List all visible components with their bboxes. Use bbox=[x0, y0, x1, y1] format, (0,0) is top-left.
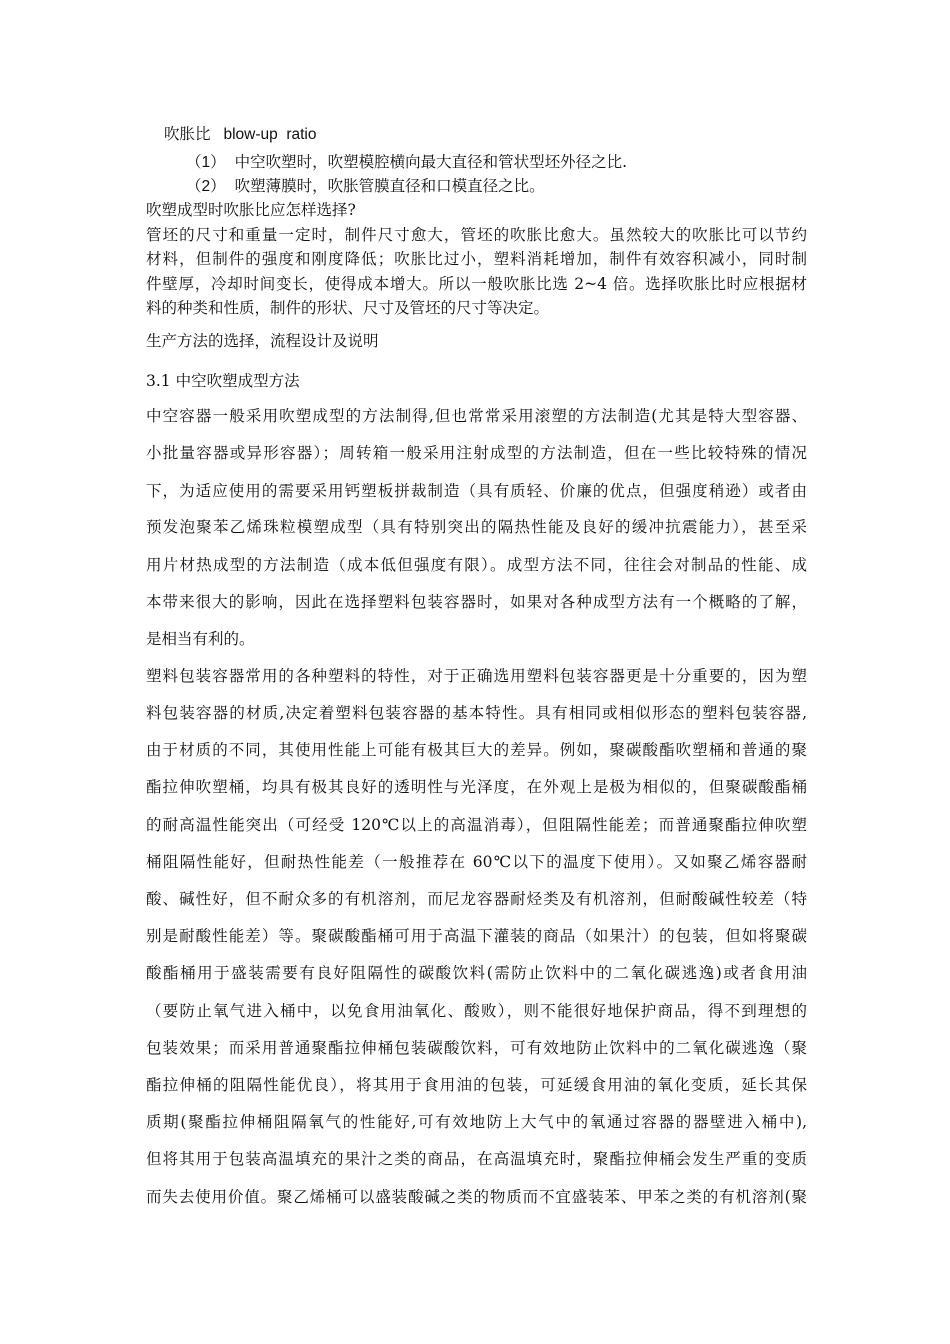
answer-line: 管坯的尺寸和重量一定时，制件尺寸愈大，管坯的吹胀比愈大。虽然较大的吹胀比可以节约 bbox=[146, 226, 807, 244]
paragraph-line: 中空容器一般采用吹塑成型的方法制得,但也常常采用滚塑的方法制造(尤其是特大型容器、 bbox=[146, 407, 807, 425]
paragraph-line: 由于材质的不同，其使用性能上可能有极其巨大的差异。例如，聚碳酸酯吹塑桶和普通的聚 bbox=[146, 741, 807, 759]
paragraph-line: 预发泡聚苯乙烯珠粒模塑成型（具有特别突出的隔热性能及良好的缓冲抗震能力），甚至采 bbox=[146, 518, 807, 536]
paragraph-line: 下，为适应使用的需要采用钙塑板拼裁制造（具有质轻、价廉的优点，但强度稍逊）或者由 bbox=[146, 482, 807, 500]
paragraph-line: 别是耐酸性能差）等。聚碳酸酯桶可用于高温下灌装的商品（如果汁）的包装，但如将聚碳 bbox=[146, 927, 807, 945]
paragraph-line: 用片材热成型的方法制造（成本低但强度有限）。成型方法不同，往往会对制品的性能、成 bbox=[146, 556, 807, 574]
definition-number: （2） bbox=[186, 178, 226, 195]
paragraph-line: 是相当有利的。 bbox=[146, 630, 255, 648]
paragraph-line: 但将其用于包装高温填充的果汁之类的商品，在高温填充时，聚酯拉伸桶会发生严重的变质 bbox=[146, 1150, 807, 1168]
answer-line: 料的种类和性质，制件的形状、尺寸及管坯的尺寸等决定。 bbox=[146, 299, 550, 317]
term-cn: 吹胀比 bbox=[164, 125, 211, 143]
paragraph-line: 酸、碱性好，但不耐众多的有机溶剂，而尼龙容器耐烃类及有机溶剂，但耐酸碱性较差（特 bbox=[146, 890, 807, 908]
paragraph-line: 质期(聚酯拉伸桶阻隔氧气的性能好,可有效地防上大气中的氧通过容器的器壁进入桶中), bbox=[146, 1113, 807, 1131]
paragraph-line: 酯拉伸吹塑桶，均具有极其良好的透明性与光泽度，在外观上是极为相似的，但聚碳酸酯桶 bbox=[146, 778, 807, 796]
paragraph-line: 包装效果；而采用普通聚酯拉伸桶包装碳酸饮料，可有效地防止饮料中的二氧化碳逃逸（聚 bbox=[146, 1039, 807, 1057]
paragraph-line: 料包装容器的材质,决定着塑料包装容器的基本特性。具有相同或相似形态的塑料包装容器, bbox=[146, 704, 807, 722]
question-text: 吹塑成型时吹胀比应怎样选择? bbox=[146, 201, 356, 219]
section-title: 生产方法的选择，流程设计及说明 bbox=[146, 332, 379, 350]
definition-number: （1） bbox=[186, 154, 226, 171]
paragraph-line: 小批量容器或异形容器）；周转箱一般采用注射成型的方法制造，但在一些比较特殊的情况 bbox=[146, 444, 807, 462]
term-en: blow-up ratio bbox=[223, 126, 317, 143]
definition-item bbox=[186, 175, 545, 198]
definition-item bbox=[186, 151, 627, 174]
definition-text: 中空吹塑时，吹塑模腔横向最大直径和管状型坯外径之比. bbox=[234, 153, 627, 171]
paragraph-line: 的耐高温性能突出（可经受 120℃以上的高温消毒），但阻隔性能差；而普通聚酯拉伸吹塑 bbox=[146, 816, 807, 834]
paragraph-line: 本带来很大的影响，因此在选择塑料包装容器时，如果对各种成型方法有一个概略的了解， bbox=[146, 593, 807, 611]
definition-text: 吹塑薄膜时，吹胀管膜直径和口模直径之比。 bbox=[234, 177, 545, 195]
paragraph-line: 桶阻隔性能好，但耐热性能差（一般推荐在 60℃以下的温度下使用）。又如聚乙烯容器耐 bbox=[146, 853, 807, 871]
answer-line: 件壁厚，冷却时间变长，使得成本增大。所以一般吹胀比选 2~4 倍。选择吹胀比时应根据材 bbox=[146, 275, 807, 293]
paragraph-line: 酯拉伸桶的阻隔性能优良），将其用于食用油的包装，可延缓食用油的氧化变质，延长其保 bbox=[146, 1076, 807, 1094]
subsection-title: 3.1 中空吹塑成型方法 bbox=[146, 372, 300, 390]
paragraph-line: 酸酯桶用于盛装需要有良好阻隔性的碳酸饮料(需防止饮料中的二氧化碳逃逸)或者食用油 bbox=[146, 964, 807, 982]
paragraph-line: （要防止氧气进入桶中，以免食用油氧化、酸败），则不能很好地保护商品，得不到理想的 bbox=[146, 1002, 807, 1020]
paragraph-line: 塑料包装容器常用的各种塑料的特性，对于正确选用塑料包装容器更是十分重要的，因为塑 bbox=[146, 667, 807, 685]
paragraph-line: 而失去使用价值。聚乙烯桶可以盛装酸碱之类的物质而不宜盛装苯、甲苯之类的有机溶剂(聚 bbox=[146, 1188, 807, 1206]
answer-line: 材料，但制件的强度和刚度降低；吹胀比过小，塑料消耗增加，制件有效容积减小，同时制 bbox=[146, 250, 807, 268]
term-heading bbox=[164, 123, 317, 146]
